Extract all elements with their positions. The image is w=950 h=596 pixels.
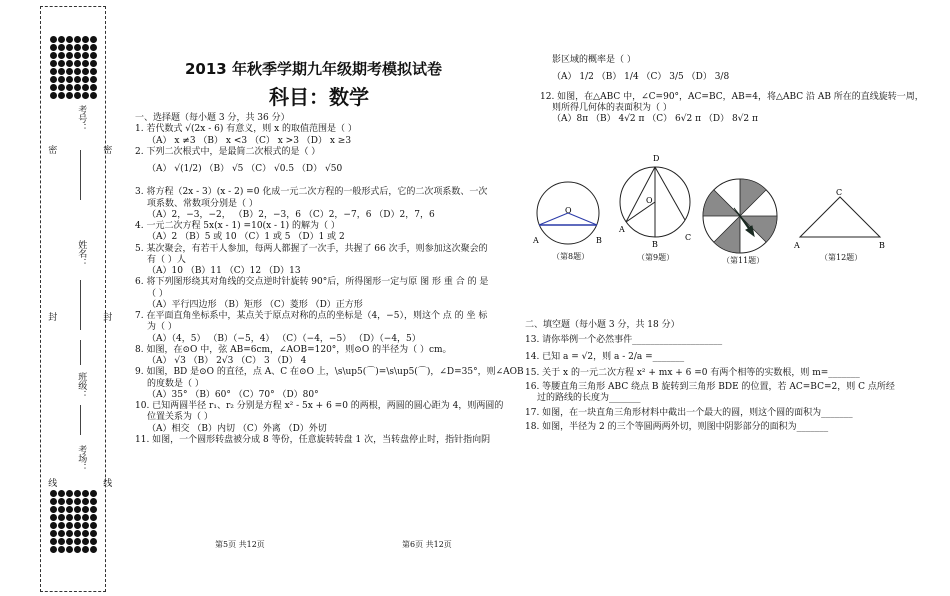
- right-column-bottom: [525, 320, 935, 433]
- figure-caption: （第9题）: [637, 253, 675, 262]
- left-column: [135, 113, 524, 446]
- figure-8: [530, 180, 610, 250]
- question-text: 8. 如图，在⊙O 中，弦 AB=6cm，∠AOB=120°，则⊙O 的半径为（ ）cm。: [135, 344, 452, 355]
- question-text: 13. 请你举例一个必然事件____________________: [525, 335, 723, 346]
- answer-options: （A）（4，5） （B）（−5，4） （C）（−4，−5） （D）（−4，5）: [147, 333, 421, 344]
- question-text: 7. 在平面直角坐标系中，某点关于原点对称的点的坐标是（4，−5），则这个 点 的 坐 标: [135, 311, 488, 321]
- question-text: 位置关系为（ ）: [147, 412, 213, 423]
- section-heading: 一、选择题（每小题 3 分，共 36 分）: [135, 113, 290, 123]
- subject-title: 科目：数学: [269, 85, 369, 109]
- point-label: O: [646, 196, 653, 205]
- field-line: [80, 340, 81, 365]
- figure-11-spinner: [700, 178, 780, 254]
- figure-12-triangle: [792, 185, 892, 255]
- question-text: 17. 如图，在一块直角三角形材料中截出一个最大的圆，则这个圆的面积为_______: [525, 407, 853, 418]
- answer-options: （A） √(1/2) （B） √5 （C） √0.5 （D） √50: [147, 164, 343, 174]
- question-text: 5. 某次聚会，有若干人参加，每两人都握了一次手，共握了 66 次手，则参加这次聚会的: [135, 243, 488, 254]
- answer-options: （A）2，−3，−2， （B）2，−3，6 （C）2，−7，6 （D）2，7，6: [147, 209, 435, 220]
- seal-char: 线: [101, 478, 112, 487]
- seal-char: 封: [46, 312, 57, 321]
- binding-dots-top: [50, 36, 97, 99]
- point-label: A: [619, 225, 625, 234]
- question-text: 3. 将方程（2x - 3）(x - 2) =0 化成一元二次方程的一般形式后，它的二次项系数、一次: [135, 187, 488, 198]
- question-text: 2. 下列二次根式中，是最简二次根式的是（ ）: [135, 146, 321, 157]
- figure-caption: （第12题）: [820, 253, 863, 262]
- point-label: B: [879, 241, 885, 250]
- question-text: 影区域的概率是（ ）: [552, 55, 636, 65]
- answer-options: （A）2 （B）5 或 10 （C）1 或 5 （D）1 或 2: [147, 232, 345, 243]
- seal-char: 密: [46, 145, 57, 154]
- section-heading: 二、填空题（每小题 3 分，共 18 分）: [525, 320, 680, 330]
- point-label: A: [533, 236, 539, 245]
- question-text: 15. 关于 x 的一元二次方程 x² + mx + 6 =0 有两个相等的实数根，则 m=_______: [525, 367, 860, 378]
- point-label: A: [794, 241, 800, 250]
- point-label: D: [653, 154, 660, 163]
- question-text: 过的路线的长度为_______: [537, 393, 641, 404]
- point-label: B: [596, 236, 602, 245]
- answer-options: （A） x ≠3 （B） x <3 （C） x >3 （D） x ≥3: [147, 135, 352, 146]
- page-number-left: 第5页 共12页: [215, 540, 265, 549]
- question-text: 项系数、常数项分别是（ ）: [147, 198, 258, 209]
- field-line: [80, 405, 81, 435]
- question-text: 14. 已知 a = √2，则 a - 2/a =_______: [525, 351, 685, 362]
- seal-char: 封: [101, 312, 112, 321]
- question-text: 为（ ）: [147, 322, 177, 333]
- figure-caption: （第8题）: [552, 252, 590, 261]
- question-text: 11. 如图，一个圆形转盘被分成 8 等份，任意旋转转盘 1 次，当转盘停止时，指针指向阴: [135, 434, 491, 445]
- question-text: 18. 如图，半径为 2 的三个等圆两两外切，则图中阴影部分的面积为_______: [525, 421, 829, 432]
- answer-options: （A） √3 （B） 2√3 （C） 3 （D） 4: [147, 356, 307, 366]
- answer-options: （A） 1/2 （B） 1/4 （C） 3/5 （D） 3/8: [552, 72, 730, 83]
- question-text: 16. 等腰直角三角形 ABC 绕点 B 旋转到三角形 BDE 的位置，若 AC=BC=2，则 C 点所经: [525, 382, 895, 392]
- point-label: C: [685, 233, 692, 242]
- answer-options: （A）35° （B）60° （C）70° （D）80°: [147, 389, 319, 400]
- field-line: [80, 150, 81, 200]
- answer-options: （A）8π （B） 4√2 π （C） 6√2 π （D） 8√2 π: [552, 114, 758, 124]
- point-label: B: [652, 240, 658, 249]
- label-exam-number: 考号：: [76, 105, 87, 132]
- label-class: 班级：: [76, 372, 87, 399]
- question-text: 4. 一元二次方程 5x(x - 1) =10(x - 1) 的解为（ ）: [135, 221, 340, 231]
- seal-char: 密: [101, 145, 112, 154]
- question-text: 的度数是（ ）: [147, 378, 204, 389]
- question-text: 6. 将下列图形绕其对角线的交点逆时针旋转 90°后，所得图形一定与原 图 形 重 合 的 是: [135, 277, 489, 288]
- label-name: 姓名：: [76, 240, 87, 267]
- question-text: （ ）: [147, 288, 168, 299]
- exam-title: 2013 年秋季学期九年级期考模拟试卷: [185, 60, 442, 78]
- binding-dots-bottom: [50, 490, 97, 553]
- question-text: 12. 如图，在△ABC 中，∠C=90°，AC=BC，AB=4，将△ABC 沿 AB 所在的直线旋转一周，: [540, 91, 924, 102]
- question-text: 则所得几何体的表面积为（ ）: [552, 102, 672, 113]
- question-text: 9. 如图，BD 是⊙O 的直径，点 A、C 在⊙O 上，\s\up5(⌒)=\s\up5(⌒)，∠D=35°，则∠AOB: [135, 367, 524, 378]
- seal-char: 线: [46, 478, 57, 487]
- question-text: 1. 若代数式 √(2x - 6) 有意义，则 x 的取值范围是（ ）: [135, 124, 357, 135]
- answer-options: （A）相交 （B）内切 （C）外离 （D）外切: [147, 423, 327, 434]
- figure-caption: （第11题）: [722, 256, 765, 265]
- answer-options: （A）平行四边形 （B）矩形 （C）菱形 （D）正方形: [147, 299, 363, 310]
- field-line: [80, 280, 81, 330]
- answer-options: （A）10 （B）11 （C）12 （D）13: [147, 266, 301, 276]
- figure-9: [615, 150, 695, 250]
- page-number-right: 第6页 共12页: [402, 540, 452, 549]
- right-column-top: [540, 55, 935, 125]
- label-exam-room: 考场：: [76, 445, 87, 472]
- point-label: C: [836, 188, 843, 197]
- question-text: 10. 已知两圆半径 r₁、r₂ 分别是方程 x² - 5x + 6 =0 的两根，两圆的圆心距为 4，则两圆的: [135, 401, 504, 411]
- question-text: 有（ ）人: [147, 254, 186, 265]
- point-label: O: [565, 206, 572, 215]
